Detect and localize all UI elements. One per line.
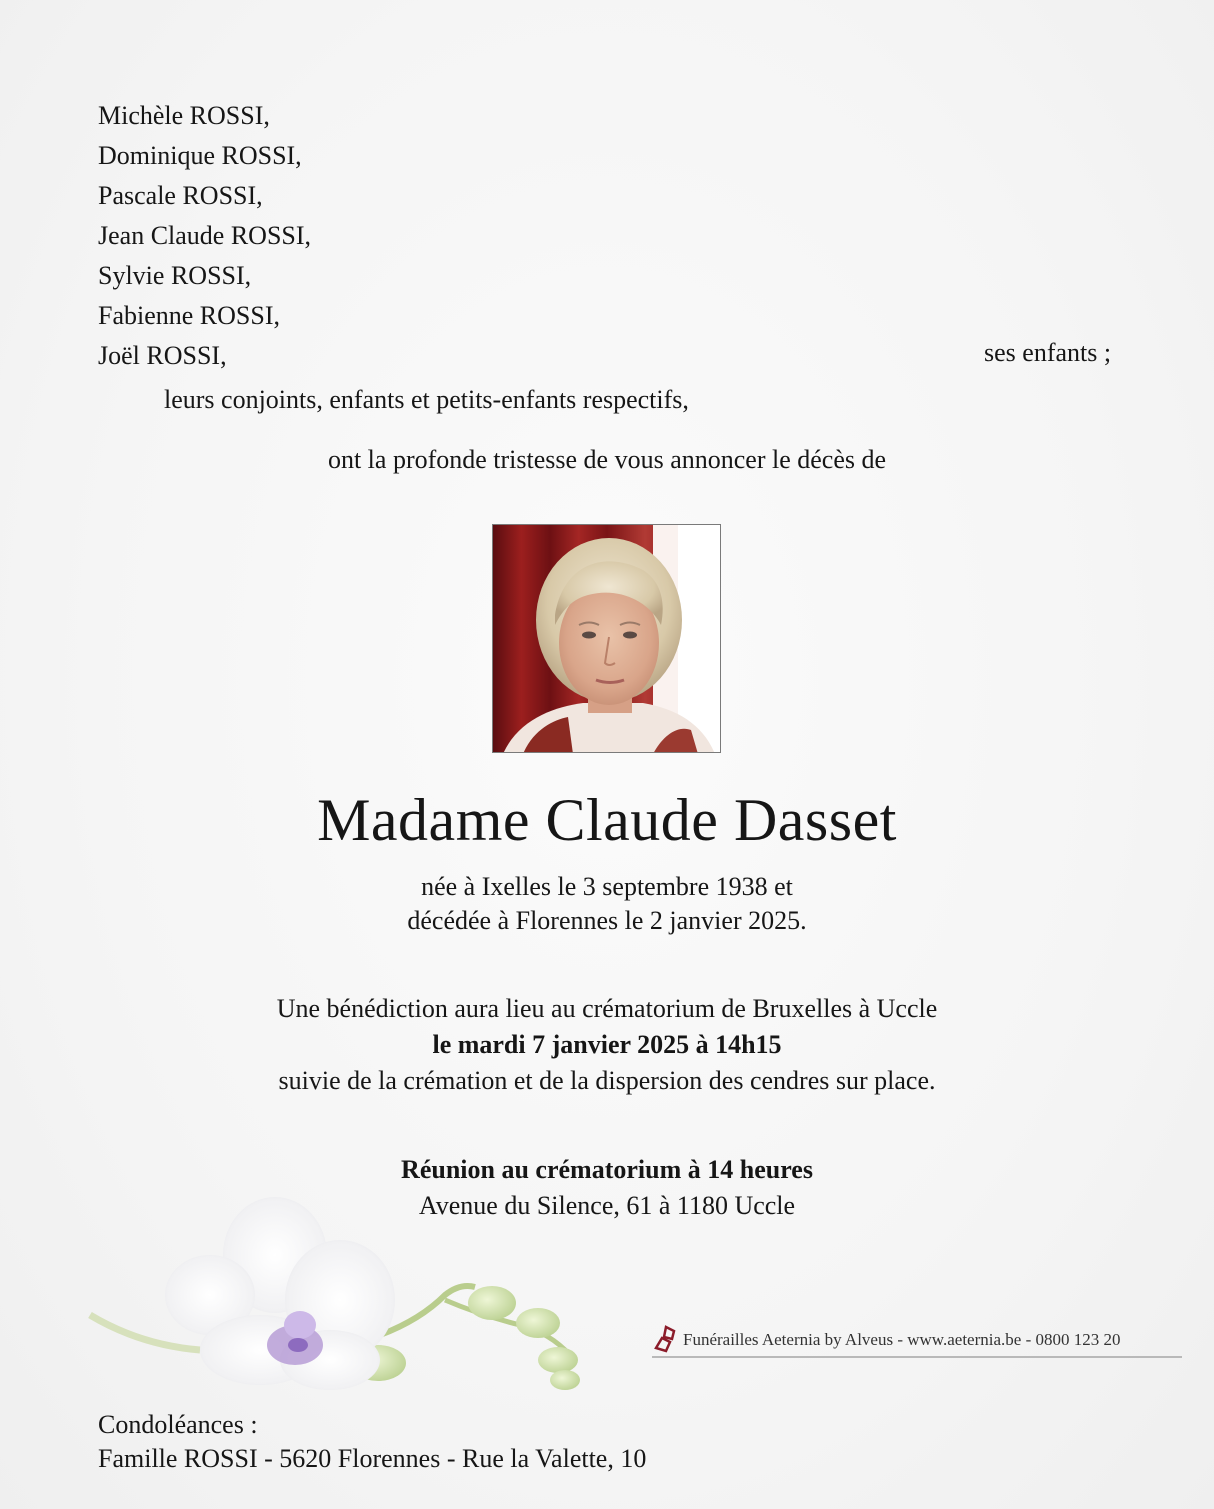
meeting-title: Réunion au crématorium à 14 heures xyxy=(401,1155,813,1184)
child-name: Fabienne ROSSI, xyxy=(98,301,280,330)
ceremony-date: le mardi 7 janvier 2025 à 14h15 xyxy=(432,1030,782,1059)
funeral-home-text: Funérailles Aeternia by Alveus - www.aeternia.be - 0800 123 20 xyxy=(683,1330,1121,1349)
ceremony-line: Une bénédiction aura lieu au crématorium de Bruxelles à Uccle xyxy=(276,994,938,1023)
meeting-address: Avenue du Silence, 61 à 1180 Uccle xyxy=(418,1191,796,1220)
child-name: Sylvie ROSSI, xyxy=(98,261,252,290)
death-line: décédée à Florennes le 2 janvier 2025. xyxy=(407,906,807,935)
child-name: Michèle ROSSI, xyxy=(98,101,270,130)
portrait-image xyxy=(493,525,721,753)
birth-line: née à Ixelles le 3 septembre 1938 et xyxy=(421,872,793,901)
child-name: Jean Claude ROSSI, xyxy=(98,221,312,250)
relation-label: ses enfants ; xyxy=(984,338,1112,367)
extended-family-line: leurs conjoints, enfants et petits-enfants respectifs, xyxy=(164,385,689,414)
child-name: Pascale ROSSI, xyxy=(98,181,263,210)
announcement-line: ont la profonde tristesse de vous annoncer le décès de xyxy=(327,445,887,474)
orchid-decoration xyxy=(60,1195,620,1410)
child-name: Dominique ROSSI, xyxy=(98,141,302,170)
condolences-address: Famille ROSSI - 5620 Florennes - Rue la Valette, 10 xyxy=(98,1444,647,1473)
portrait-photo xyxy=(492,524,721,753)
child-name: Joël ROSSI, xyxy=(98,341,227,370)
aeternia-logo-icon xyxy=(652,1324,678,1354)
funeral-home-line xyxy=(652,1324,1182,1358)
cremation-line: suivie de la crémation et de la dispersion des cendres sur place. xyxy=(278,1066,936,1095)
condolences-label: Condoléances : xyxy=(98,1410,258,1439)
deceased-name: Madame Claude Dasset xyxy=(317,787,897,853)
